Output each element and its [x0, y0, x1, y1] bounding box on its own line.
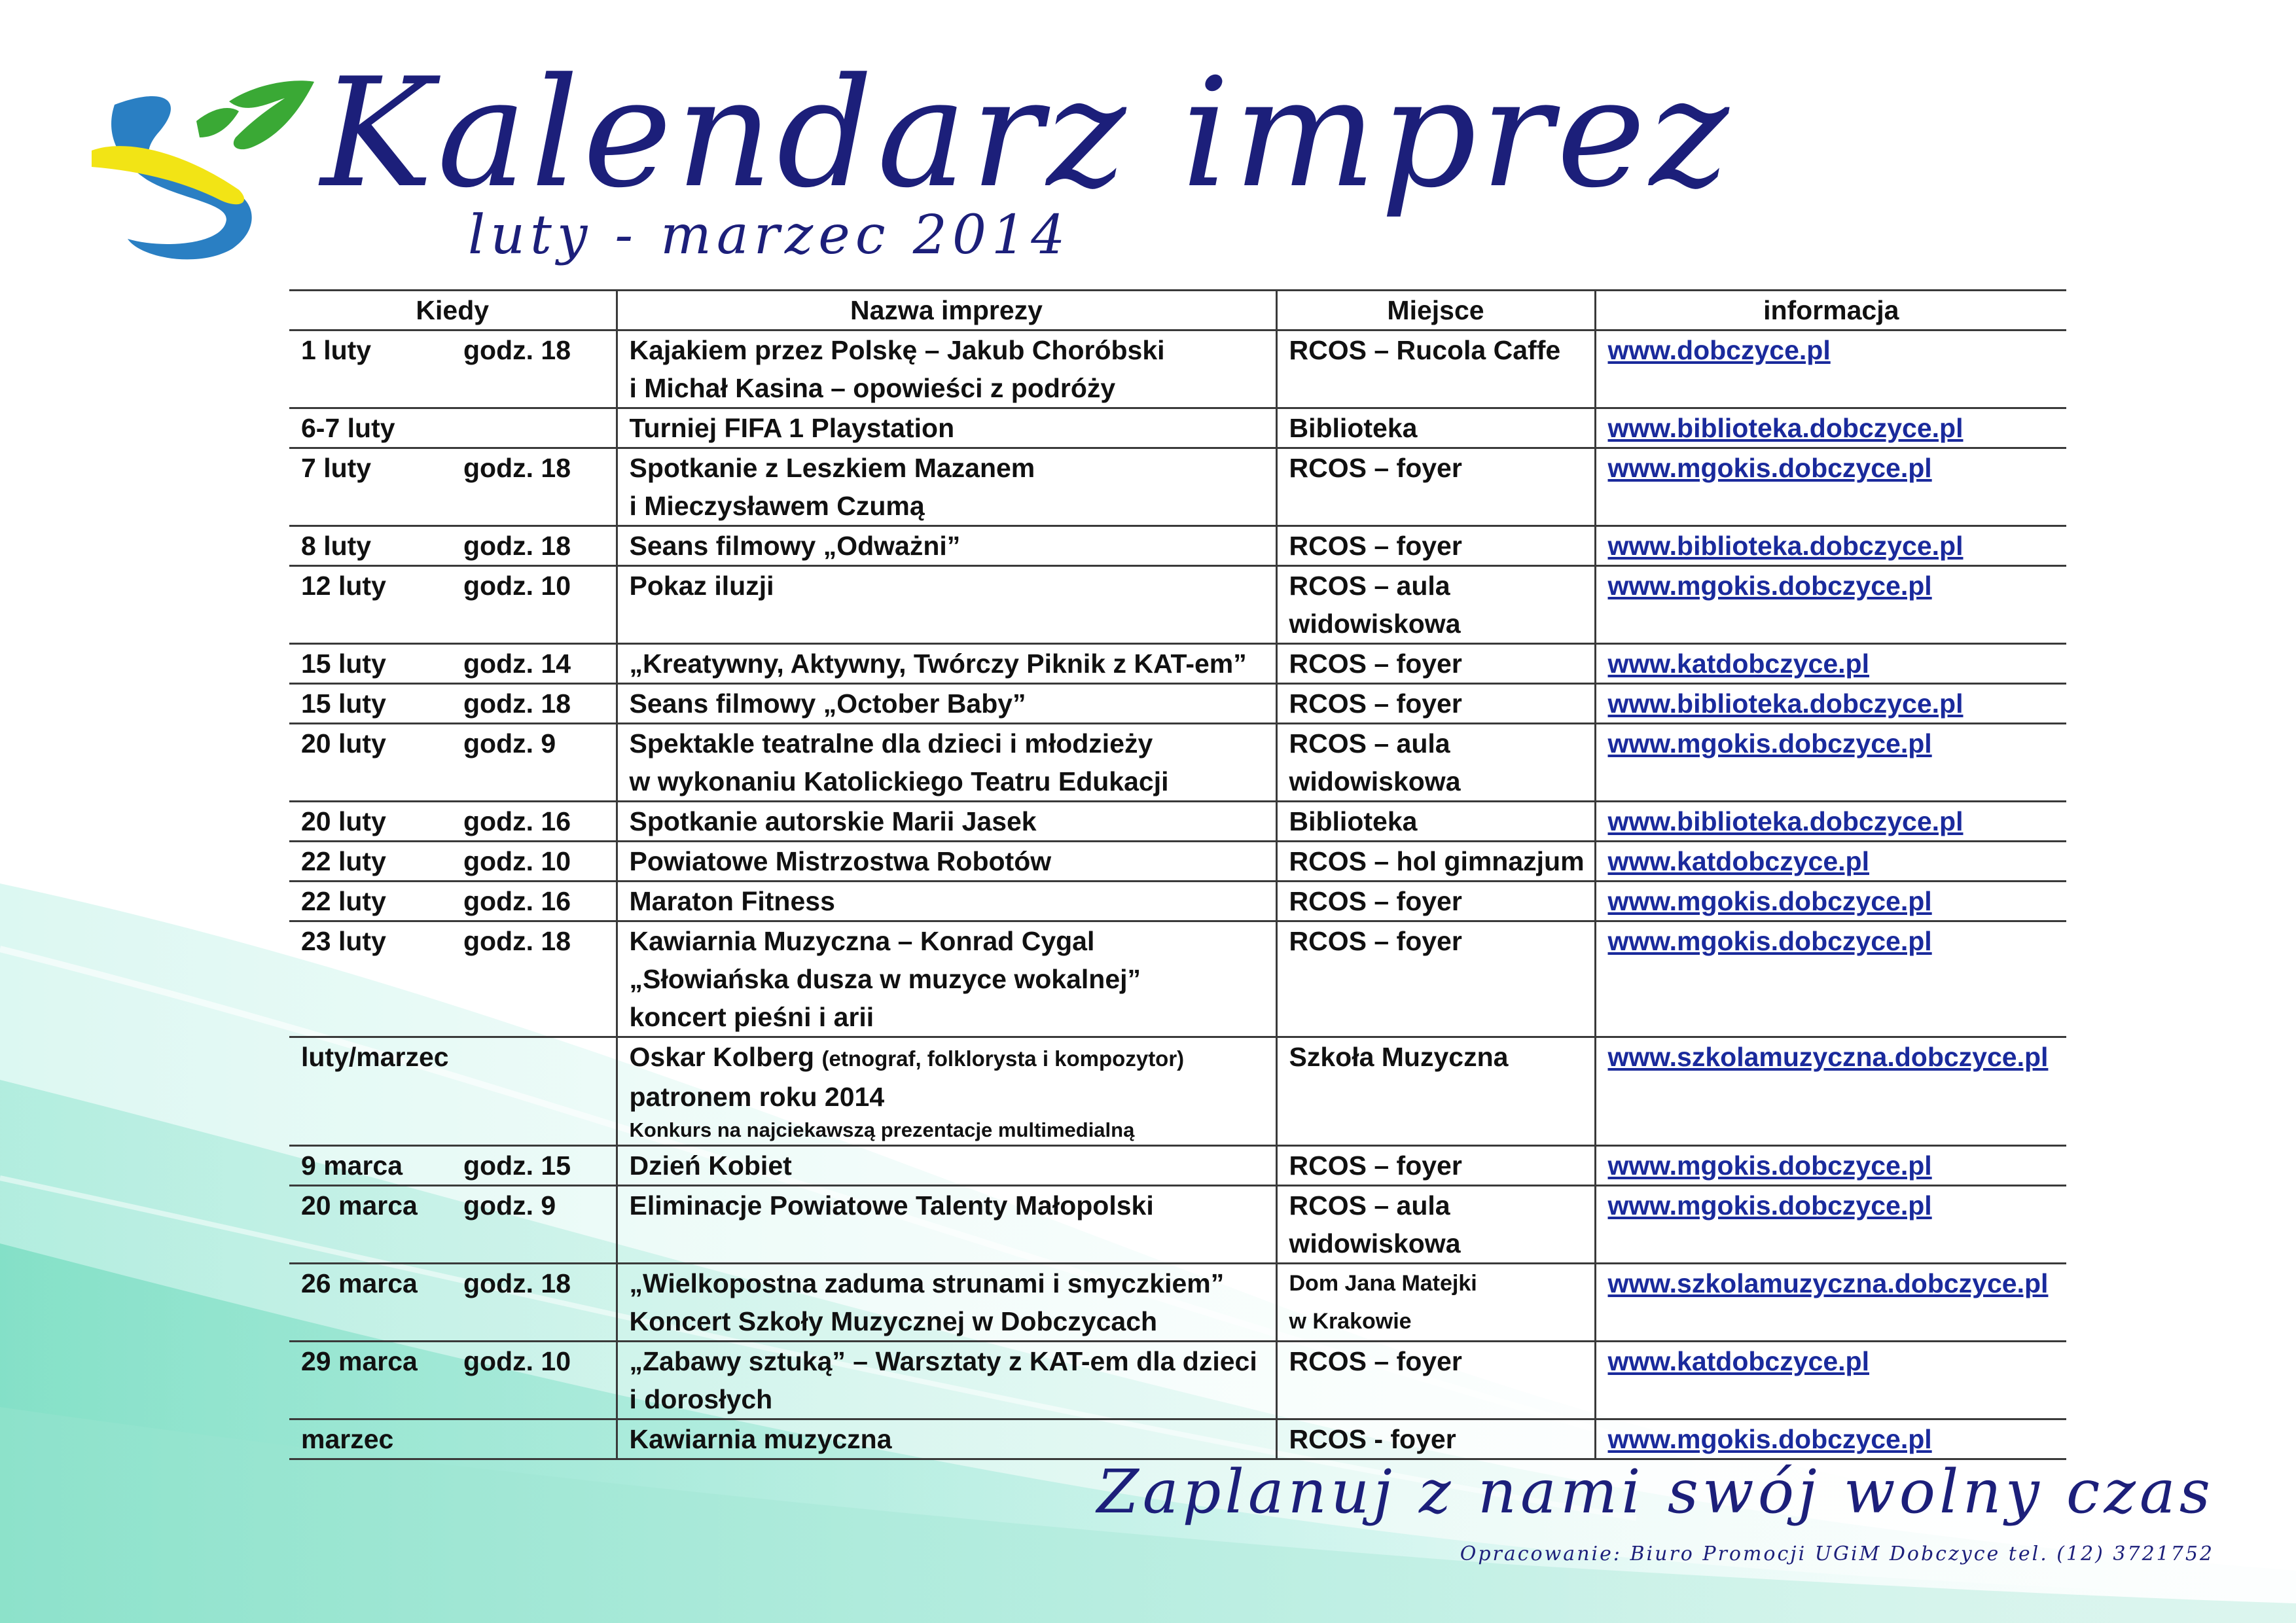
- table-row: [289, 921, 2066, 1037]
- event-link[interactable]: www.mgokis.dobczyce.pl: [1607, 1190, 1932, 1221]
- table-row: [289, 1037, 2066, 1146]
- event-time: godz. 9: [463, 1190, 556, 1221]
- table-row: [289, 724, 2066, 802]
- cell-when: [289, 882, 617, 921]
- cell-when: [289, 330, 617, 408]
- cell-when: [289, 1342, 617, 1419]
- cell-place: [1276, 802, 1595, 842]
- event-time: godz. 10: [463, 571, 571, 601]
- table-row: [289, 1264, 2066, 1342]
- cell-info: [1595, 1264, 2066, 1342]
- event-name-line: Turniej FIFA 1 Playstation: [629, 413, 955, 443]
- cell-when: [289, 1264, 617, 1342]
- event-day: 23 luty: [301, 926, 386, 956]
- cell-when: [289, 1037, 617, 1146]
- event-name-line: Koncert Szkoły Muzycznej w Dobczycach: [629, 1306, 1158, 1336]
- event-time: godz. 16: [463, 806, 571, 836]
- table-row: [289, 330, 2066, 408]
- event-day: 15 luty: [301, 688, 386, 719]
- cell-place: [1276, 448, 1595, 526]
- cell-place: [1276, 1342, 1595, 1419]
- cell-when: [289, 921, 617, 1037]
- cell-name: [617, 921, 1276, 1037]
- table-row: [289, 526, 2066, 566]
- event-place: RCOS – foyer: [1289, 1150, 1462, 1181]
- column-header-place: Miejsce: [1276, 291, 1595, 330]
- cell-info: [1595, 408, 2066, 448]
- cell-name: [617, 684, 1276, 724]
- event-day: luty/marzec: [301, 1042, 449, 1072]
- event-day: 15 luty: [301, 649, 386, 679]
- cell-info: [1595, 842, 2066, 882]
- cell-info: [1595, 882, 2066, 921]
- event-place: RCOS – aula: [1289, 1190, 1450, 1221]
- table-row: [289, 408, 2066, 448]
- event-link[interactable]: www.mgokis.dobczyce.pl: [1607, 728, 1932, 758]
- event-place: widowiskowa: [1289, 609, 1461, 639]
- cell-place: [1276, 1186, 1595, 1264]
- event-link[interactable]: www.biblioteka.dobczyce.pl: [1607, 688, 1964, 719]
- cell-when: [289, 408, 617, 448]
- event-name-line: Eliminacje Powiatowe Talenty Małopolski: [629, 1190, 1154, 1221]
- event-name-line: Powiatowe Mistrzostwa Robotów: [629, 846, 1052, 876]
- event-time: godz. 15: [463, 1150, 571, 1181]
- event-day: 20 luty: [301, 806, 386, 836]
- event-place: RCOS – foyer: [1289, 453, 1462, 483]
- cell-name: [617, 1342, 1276, 1419]
- cell-info: [1595, 566, 2066, 644]
- event-place: RCOS – foyer: [1289, 649, 1462, 679]
- event-link[interactable]: www.katdobczyce.pl: [1607, 846, 1869, 876]
- cell-name: [617, 1037, 1276, 1146]
- event-day: 7 luty: [301, 453, 372, 483]
- cell-info: [1595, 448, 2066, 526]
- table-row: [289, 1342, 2066, 1419]
- cell-name: [617, 882, 1276, 921]
- event-link[interactable]: www.biblioteka.dobczyce.pl: [1607, 806, 1964, 836]
- cell-when: [289, 1419, 617, 1459]
- event-day: 9 marca: [301, 1150, 403, 1181]
- cell-name: [617, 526, 1276, 566]
- cell-when: [289, 684, 617, 724]
- page-subtitle: luty - marzec 2014: [468, 204, 1071, 266]
- cell-name: [617, 566, 1276, 644]
- cell-name: [617, 408, 1276, 448]
- event-link[interactable]: www.katdobczyce.pl: [1607, 649, 1869, 679]
- event-day: 22 luty: [301, 846, 386, 876]
- event-link[interactable]: www.mgokis.dobczyce.pl: [1607, 571, 1932, 601]
- event-name-line: Kajakiem przez Polskę – Jakub Choróbski: [629, 335, 1165, 365]
- event-time: godz. 18: [463, 453, 571, 483]
- event-place: RCOS – foyer: [1289, 531, 1462, 561]
- event-place: w Krakowie: [1289, 1309, 1412, 1334]
- cell-info: [1595, 1342, 2066, 1419]
- events-table: [289, 289, 2066, 1460]
- table-row: [289, 1186, 2066, 1264]
- event-day: 20 marca: [301, 1190, 418, 1221]
- cell-place: [1276, 1037, 1595, 1146]
- event-name-line: Spektakle teatralne dla dzieci i młodzieży: [629, 728, 1153, 758]
- event-name-line: i dorosłych: [629, 1384, 773, 1414]
- event-name-line: „Wielkopostna zaduma strunami i smyczkiem”: [629, 1268, 1225, 1298]
- cell-place: [1276, 526, 1595, 566]
- page-title: Kalendarz imprez: [321, 46, 1733, 221]
- event-name-line: w wykonaniu Katolickiego Teatru Edukacji: [629, 766, 1169, 796]
- event-time: godz. 10: [463, 1346, 571, 1376]
- event-day: marzec: [301, 1424, 394, 1454]
- cell-info: [1595, 526, 2066, 566]
- event-day: 26 marca: [301, 1268, 418, 1298]
- event-place: widowiskowa: [1289, 1228, 1461, 1258]
- event-link[interactable]: www.mgokis.dobczyce.pl: [1607, 1424, 1932, 1454]
- event-place: RCOS - foyer: [1289, 1424, 1456, 1454]
- event-day: 20 luty: [301, 728, 386, 758]
- event-day: 6-7 luty: [301, 413, 395, 443]
- table-row: [289, 842, 2066, 882]
- cell-name: [617, 330, 1276, 408]
- cell-place: [1276, 882, 1595, 921]
- logo-icon: [88, 75, 317, 272]
- event-time: godz. 14: [463, 649, 571, 679]
- event-place: Biblioteka: [1289, 413, 1418, 443]
- column-header-name: Nazwa imprezy: [617, 291, 1276, 330]
- cell-place: [1276, 724, 1595, 802]
- cell-when: [289, 526, 617, 566]
- cell-info: [1595, 1186, 2066, 1264]
- event-link[interactable]: www.szkolamuzyczna.dobczyce.pl: [1607, 1268, 2049, 1298]
- footer-credit: Opracowanie: Biuro Promocji UGiM Dobczyce tel. (12) 3721752: [1460, 1543, 2214, 1565]
- event-name-line: Seans filmowy „October Baby”: [629, 688, 1026, 719]
- event-link[interactable]: www.katdobczyce.pl: [1607, 1346, 1869, 1376]
- table-header-row: [289, 291, 2066, 330]
- cell-name: [617, 1186, 1276, 1264]
- cell-info: [1595, 921, 2066, 1037]
- column-header-when: Kiedy: [289, 291, 617, 330]
- cell-name: [617, 1264, 1276, 1342]
- table-row: [289, 644, 2066, 684]
- event-name-line: Pokaz iluzji: [629, 571, 774, 601]
- event-place: RCOS – Rucola Caffe: [1289, 335, 1561, 365]
- event-place: RCOS – foyer: [1289, 1346, 1462, 1376]
- cell-info: [1595, 1037, 2066, 1146]
- event-name-line: i Mieczysławem Czumą: [629, 491, 925, 521]
- event-place: RCOS – aula: [1289, 571, 1450, 601]
- cell-info: [1595, 724, 2066, 802]
- event-day: 12 luty: [301, 571, 386, 601]
- event-name-small: Konkurs na najciekawszą prezentacje multimedialną: [629, 1118, 1135, 1141]
- event-link[interactable]: www.dobczyce.pl: [1607, 335, 1831, 365]
- cell-info: [1595, 802, 2066, 842]
- event-place: Szkoła Muzyczna: [1289, 1042, 1509, 1072]
- cell-place: [1276, 330, 1595, 408]
- cell-place: [1276, 921, 1595, 1037]
- cell-name: [617, 1146, 1276, 1186]
- event-place: RCOS – foyer: [1289, 886, 1462, 916]
- cell-name: [617, 724, 1276, 802]
- cell-name: [617, 802, 1276, 842]
- cell-place: [1276, 1264, 1595, 1342]
- event-name-line: „Słowiańska dusza w muzyce wokalnej”: [629, 964, 1141, 994]
- event-name-line: patronem roku 2014: [629, 1082, 885, 1112]
- event-time: godz. 10: [463, 846, 571, 876]
- cell-place: [1276, 842, 1595, 882]
- event-name-line: Kawiarnia muzyczna: [629, 1424, 892, 1454]
- footer-slogan: Zaplanuj z nami swój wolny czas: [1096, 1457, 2214, 1527]
- cell-when: [289, 724, 617, 802]
- event-name-line: Seans filmowy „Odważni”: [629, 531, 961, 561]
- cell-info: [1595, 330, 2066, 408]
- event-place: Biblioteka: [1289, 806, 1418, 836]
- event-name-line: „Zabawy sztuką” – Warsztaty z KAT-em dla dzieci: [629, 1346, 1257, 1376]
- cell-name: [617, 842, 1276, 882]
- event-place: RCOS – foyer: [1289, 688, 1462, 719]
- cell-when: [289, 1186, 617, 1264]
- cell-place: [1276, 408, 1595, 448]
- table-row: [289, 1146, 2066, 1186]
- event-day: 1 luty: [301, 335, 372, 365]
- event-time: godz. 18: [463, 335, 571, 365]
- cell-info: [1595, 684, 2066, 724]
- table-row: [289, 882, 2066, 921]
- cell-place: [1276, 566, 1595, 644]
- cell-name: [617, 448, 1276, 526]
- event-name-line: Spotkanie autorskie Marii Jasek: [629, 806, 1037, 836]
- event-link[interactable]: www.mgokis.dobczyce.pl: [1607, 886, 1932, 916]
- cell-when: [289, 842, 617, 882]
- event-link[interactable]: www.szkolamuzyczna.dobczyce.pl: [1607, 1042, 2049, 1072]
- cell-when: [289, 802, 617, 842]
- cell-place: [1276, 1146, 1595, 1186]
- cell-place: [1276, 644, 1595, 684]
- event-name-line: Dzień Kobiet: [629, 1150, 792, 1181]
- event-link[interactable]: www.biblioteka.dobczyce.pl: [1607, 413, 1964, 443]
- table-row: [289, 448, 2066, 526]
- cell-when: [289, 1146, 617, 1186]
- cell-when: [289, 448, 617, 526]
- event-name-note: (etnograf, folklorysta i kompozytor): [821, 1046, 1185, 1071]
- event-link[interactable]: www.mgokis.dobczyce.pl: [1607, 1150, 1932, 1181]
- cell-info: [1595, 644, 2066, 684]
- cell-name: [617, 644, 1276, 684]
- event-link[interactable]: www.mgokis.dobczyce.pl: [1607, 926, 1932, 956]
- table-row: [289, 684, 2066, 724]
- cell-place: [1276, 684, 1595, 724]
- event-place: RCOS – aula: [1289, 728, 1450, 758]
- event-time: godz. 9: [463, 728, 556, 758]
- event-link[interactable]: www.mgokis.dobczyce.pl: [1607, 453, 1932, 483]
- event-time: godz. 18: [463, 531, 571, 561]
- event-time: godz. 18: [463, 926, 571, 956]
- event-time: godz. 18: [463, 1268, 571, 1298]
- event-day: 22 luty: [301, 886, 386, 916]
- event-name-main: Oskar Kolberg: [629, 1042, 815, 1072]
- table-row: [289, 566, 2066, 644]
- event-place: widowiskowa: [1289, 766, 1461, 796]
- event-name-line: Kawiarnia Muzyczna – Konrad Cygal: [629, 926, 1095, 956]
- event-place: RCOS – hol gimnazjum: [1289, 846, 1585, 876]
- event-day: 8 luty: [301, 531, 372, 561]
- event-time: godz. 16: [463, 886, 571, 916]
- event-name-line: „Kreatywny, Aktywny, Twórczy Piknik z KAT-em”: [629, 649, 1247, 679]
- event-day: 29 marca: [301, 1346, 418, 1376]
- event-name-line: Spotkanie z Leszkiem Mazanem: [629, 453, 1035, 483]
- event-name-line: koncert pieśni i arii: [629, 1002, 874, 1032]
- event-name-line: [630, 1038, 1276, 1078]
- event-name-line: Maraton Fitness: [629, 886, 835, 916]
- cell-info: [1595, 1146, 2066, 1186]
- event-name-line: i Michał Kasina – opowieści z podróży: [629, 373, 1116, 403]
- column-header-info: informacja: [1595, 291, 2066, 330]
- cell-when: [289, 566, 617, 644]
- table-row: [289, 802, 2066, 842]
- event-link[interactable]: www.biblioteka.dobczyce.pl: [1607, 531, 1964, 561]
- event-place: Dom Jana Matejki: [1289, 1271, 1477, 1296]
- cell-when: [289, 644, 617, 684]
- event-time: godz. 18: [463, 688, 571, 719]
- event-place: RCOS – foyer: [1289, 926, 1462, 956]
